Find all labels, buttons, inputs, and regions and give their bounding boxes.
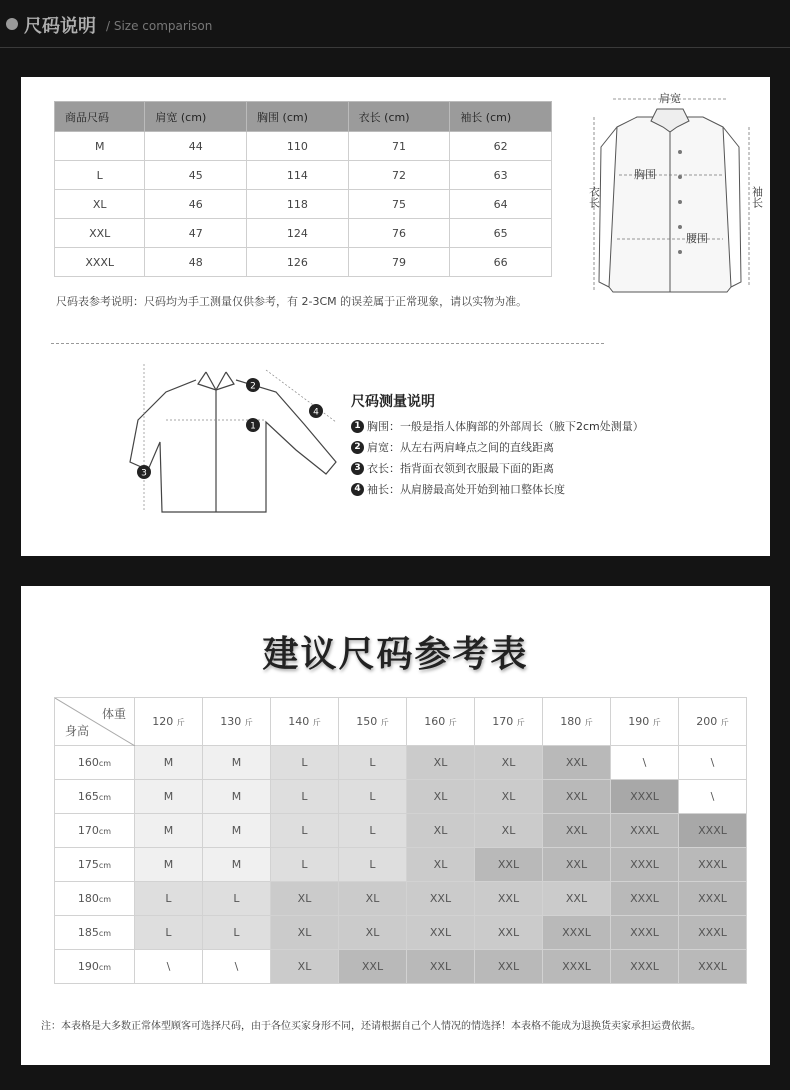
recommend-cell: XL [407, 848, 475, 882]
height-header: 180cm [55, 882, 135, 916]
size-cell: L [55, 161, 145, 190]
svg-text:4: 4 [313, 407, 319, 418]
recommend-cell: XXXL [679, 950, 747, 984]
label-length: 衣长 [587, 186, 601, 208]
size-cell: 65 [450, 219, 552, 248]
recommend-cell: XL [475, 780, 543, 814]
recommend-cell: XXXL [611, 950, 679, 984]
recommend-cell: M [203, 848, 271, 882]
dashed-divider [51, 343, 604, 344]
section-header [0, 0, 790, 48]
size-col-header: 商品尺码 [55, 102, 145, 132]
recommend-card [21, 586, 770, 1065]
measure-item: 2 肩宽：从左右两肩峰点之间的直线距离 [351, 437, 644, 458]
recommend-cell: XXXL [611, 814, 679, 848]
bullet-dot-icon [6, 18, 18, 30]
label-sleeve: 袖长 [750, 186, 764, 208]
recommend-cell: XXL [407, 916, 475, 950]
size-cell: 114 [247, 161, 349, 190]
size-cell: 72 [348, 161, 450, 190]
recommend-row [55, 916, 747, 950]
height-header: 185cm [55, 916, 135, 950]
recommend-cell: XL [407, 746, 475, 780]
recommend-cell: XXXL [543, 950, 611, 984]
size-cell: 63 [450, 161, 552, 190]
size-row [55, 161, 552, 190]
size-cell: 110 [247, 132, 349, 161]
shirt-front-diagram [577, 87, 767, 307]
recommend-cell: M [203, 780, 271, 814]
recommend-cell: \ [135, 950, 203, 984]
recommend-cell: L [203, 882, 271, 916]
height-header: 175cm [55, 848, 135, 882]
weight-header: 120 斤 [135, 698, 203, 746]
recommend-cell: XL [407, 780, 475, 814]
size-col-header: 肩宽 (cm) [145, 102, 247, 132]
size-cell: 75 [348, 190, 450, 219]
size-col-header: 胸围 (cm) [247, 102, 349, 132]
height-header: 160cm [55, 746, 135, 780]
size-cell: 118 [247, 190, 349, 219]
recommend-cell: M [135, 780, 203, 814]
size-cell: 66 [450, 248, 552, 277]
recommend-cell: XXXL [611, 848, 679, 882]
size-row [55, 248, 552, 277]
recommend-cell: XL [339, 882, 407, 916]
weight-header: 170 斤 [475, 698, 543, 746]
recommend-cell: L [339, 848, 407, 882]
recommend-cell: XXXL [611, 916, 679, 950]
shirt-measure-diagram [116, 362, 346, 522]
recommend-cell: XXL [543, 746, 611, 780]
size-cell: 44 [145, 132, 247, 161]
recommend-cell: XXL [475, 848, 543, 882]
size-col-header: 袖长 (cm) [450, 102, 552, 132]
recommend-cell: XL [271, 916, 339, 950]
recommend-cell: L [271, 814, 339, 848]
corner-weight: 体重 [101, 707, 126, 721]
recommend-cell: XXL [475, 882, 543, 916]
height-header: 170cm [55, 814, 135, 848]
size-cell: 46 [145, 190, 247, 219]
weight-header: 180 斤 [543, 698, 611, 746]
size-cell: XL [55, 190, 145, 219]
svg-text:1: 1 [250, 421, 256, 432]
recommend-cell: L [203, 916, 271, 950]
size-cell: XXXL [55, 248, 145, 277]
recommend-row [55, 950, 747, 984]
size-cell: 47 [145, 219, 247, 248]
size-col-header: 衣长 (cm) [348, 102, 450, 132]
measure-title: 尺码测量说明 [351, 394, 435, 410]
height-header: 165cm [55, 780, 135, 814]
recommend-cell: XXL [475, 916, 543, 950]
recommend-cell: XXXL [543, 916, 611, 950]
recommend-cell: XXL [407, 882, 475, 916]
size-cell: 64 [450, 190, 552, 219]
recommend-row [55, 882, 747, 916]
size-table [54, 101, 552, 277]
recommend-cell: XXL [339, 950, 407, 984]
recommend-cell: XXL [475, 950, 543, 984]
recommend-cell: L [135, 916, 203, 950]
recommend-cell: L [135, 882, 203, 916]
size-note: 尺码表参考说明：尺码均为手工测量仅供参考，有 2-3CM 的误差属于正常现象，请以实物为准。 [56, 295, 528, 308]
recommend-cell: XXL [543, 848, 611, 882]
size-cell: 45 [145, 161, 247, 190]
recommend-cell: L [339, 746, 407, 780]
corner-header [55, 698, 135, 746]
size-cell: XXL [55, 219, 145, 248]
size-row [55, 190, 552, 219]
size-cell: 76 [348, 219, 450, 248]
recommend-cell: L [339, 780, 407, 814]
size-cell: 62 [450, 132, 552, 161]
label-shoulder: 肩宽 [659, 92, 681, 105]
size-chart-card [21, 77, 770, 556]
recommend-cell: M [135, 848, 203, 882]
size-cell: 48 [145, 248, 247, 277]
recommend-cell: M [135, 814, 203, 848]
recommend-cell: XL [271, 950, 339, 984]
recommend-cell: XXXL [679, 882, 747, 916]
measure-item: 3 衣长：指背面衣领到衣服最下面的距离 [351, 458, 644, 479]
recommend-cell: XXL [407, 950, 475, 984]
recommend-row [55, 780, 747, 814]
recommend-cell: XXXL [679, 814, 747, 848]
recommend-cell: XXXL [611, 780, 679, 814]
weight-header: 130 斤 [203, 698, 271, 746]
recommend-cell: \ [679, 746, 747, 780]
recommend-cell: L [271, 780, 339, 814]
weight-header: 190 斤 [611, 698, 679, 746]
label-waist: 腰围 [686, 232, 708, 245]
recommend-cell: M [203, 746, 271, 780]
weight-header: 140 斤 [271, 698, 339, 746]
recommend-title: 建议尺码参考表 [262, 634, 529, 675]
recommend-cell: M [135, 746, 203, 780]
measure-item: 1 胸围：一般是指人体胸部的外部周长（腋下2cm处测量） [351, 416, 644, 437]
recommend-row [55, 848, 747, 882]
recommend-cell: L [271, 848, 339, 882]
size-cell: 124 [247, 219, 349, 248]
measure-guide [351, 391, 644, 500]
measure-item: 4 袖长：从肩膀最高处开始到袖口整体长度 [351, 479, 644, 500]
svg-text:3: 3 [141, 468, 147, 479]
height-header: 190cm [55, 950, 135, 984]
recommend-cell: \ [203, 950, 271, 984]
size-row [55, 219, 552, 248]
recommend-cell: XXXL [679, 848, 747, 882]
size-cell: 71 [348, 132, 450, 161]
recommend-cell: \ [679, 780, 747, 814]
section-subtitle: / Size comparison [106, 19, 213, 33]
section-title: 尺码说明 [24, 16, 96, 37]
recommend-cell: XXL [543, 814, 611, 848]
recommend-table [54, 697, 747, 984]
svg-text:2: 2 [250, 381, 256, 392]
recommend-cell: XL [407, 814, 475, 848]
recommend-cell: XL [271, 882, 339, 916]
recommend-cell: \ [611, 746, 679, 780]
recommend-cell: L [271, 746, 339, 780]
corner-height: 身高 [65, 724, 90, 738]
recommend-cell: XL [339, 916, 407, 950]
label-chest: 胸围 [634, 168, 656, 181]
recommend-cell: XL [475, 814, 543, 848]
recommend-note: 注：本表格是大多数正常体型顾客可选择尺码，由于各位买家身形不同，还请根据自己个人情况的情选择！本表格不能成为退换货卖家承担运费依据。 [41, 1021, 701, 1032]
weight-header: 150 斤 [339, 698, 407, 746]
recommend-cell: XXXL [679, 916, 747, 950]
recommend-cell: L [339, 814, 407, 848]
recommend-cell: XXXL [611, 882, 679, 916]
recommend-cell: XL [475, 746, 543, 780]
size-cell: M [55, 132, 145, 161]
size-row [55, 132, 552, 161]
size-cell: 126 [247, 248, 349, 277]
size-cell: 79 [348, 248, 450, 277]
recommend-cell: XXL [543, 882, 611, 916]
recommend-cell: XXL [543, 780, 611, 814]
recommend-row [55, 814, 747, 848]
recommend-row [55, 746, 747, 780]
recommend-cell: M [203, 814, 271, 848]
weight-header: 200 斤 [679, 698, 747, 746]
weight-header: 160 斤 [407, 698, 475, 746]
